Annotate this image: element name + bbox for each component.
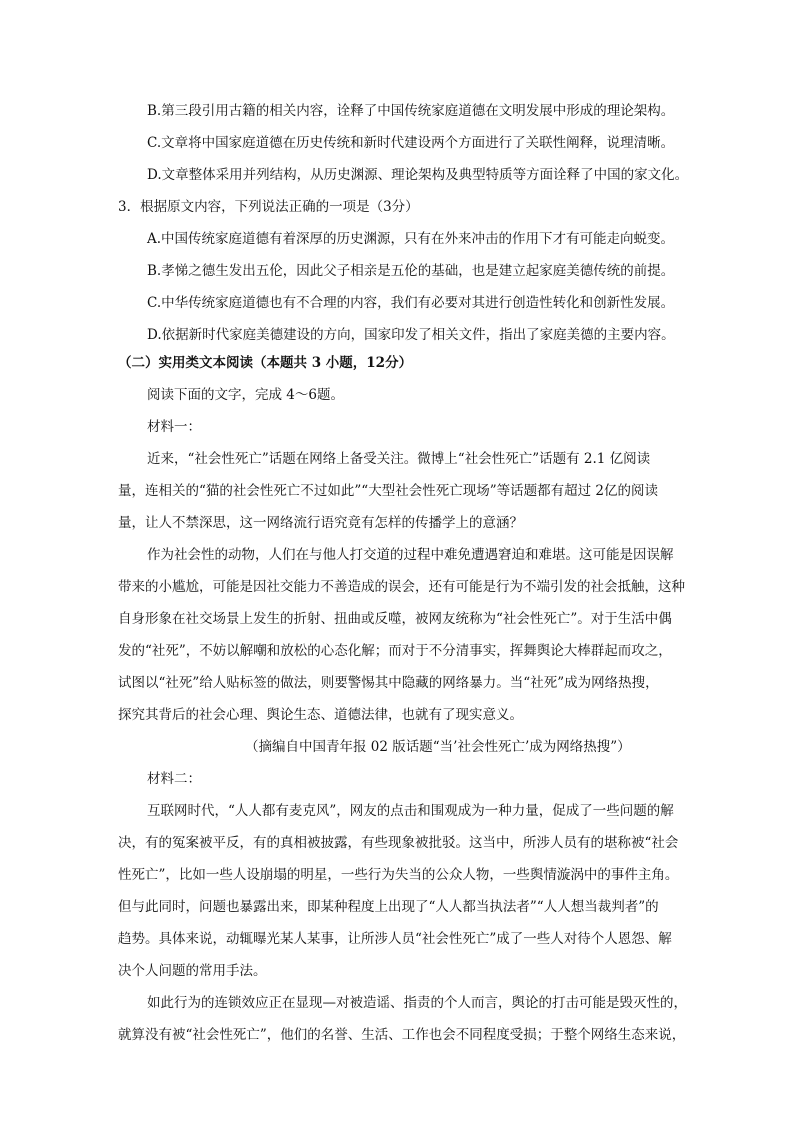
material-2-line: 决，有的冤案被平反，有的真相被披露，有些现象被批驳。这当中，所涉人员有的堪称被“社会 [118,835,679,851]
material-1-line: 探究其背后的社会心理、舆论生态、道德法律，也就有了现实意义。 [118,707,523,723]
q2-option-c: C.文章将中国家庭道德在历史传统和新时代建设两个方面进行了关联性阐释，说理清晰。 [147,135,675,151]
material-1-line: 带来的小尴尬，可能是因社交能力不善造成的误会，还有可能是行为不端引发的社会抵触，这种 [118,579,685,595]
material-2-line: 如此行为的连锁效应正在显现—对被造谣、指责的个人而言，舆论的打击可能是毁灭性的， [147,995,687,1011]
material-1-line: 发的“社死”，不妨以解嘲和放松的心态化解；而对于不分清事实，挥舞舆论大棒群起而攻之， [118,643,672,659]
material-1-source: （摘编自中国青年报 02 版话题“当’社会性死亡’成为网络热搜”） [245,739,631,755]
material-1-line: 试图以“社死”给人贴标签的做法，则要警惕其中隐藏的网络暴力。当“社死”成为网络热搜， [118,675,659,691]
material-2-line: 决个人问题的常用手法。 [118,963,267,979]
material-2-line: 就算没有被“社会性死亡”，他们的名誉、生活、工作也会不同程度受损；于整个网络生态来说， [118,1027,686,1043]
question-3-stem: 3．根据原文内容，下列说法正确的一项是（3分） [118,199,419,215]
material-2-label: 材料二： [147,771,201,787]
material-1-line: 作为社会性的动物，人们在与他人打交道的过程中难免遭遇窘迫和难堪。这可能是因误解 [147,547,674,563]
q3-option-c: C.中华传统家庭道德也有不合理的内容，我们有必要对其进行创造性转化和创新性发展。 [147,295,675,311]
q3-option-a: A.中国传统家庭道德有着深厚的历史渊源，只有在外来冲击的作用下才有可能走向蜕变。 [147,231,675,247]
material-2-line: 但与此同时，问题也暴露出来，即某种程度上出现了“人人都当执法者”“人人想当裁判者”的 [118,899,659,915]
section-2-instruction: 阅读下面的文字，完成 4～6题。 [147,387,344,403]
q3-option-b: B.孝悌之德生发出五伦，因此父子相亲是五伦的基础，也是建立起家庭美德传统的前提。 [147,263,675,279]
material-1-label: 材料一： [147,419,201,435]
q2-option-d: D.文章整体采用并列结构，从历史渊源、理论架构及典型特质等方面诠释了中国的家文化。 [147,167,689,183]
material-1-line: 自身形象在社交场景上发生的折射、扭曲或反噬，被网友统称为“社会性死亡”。对于生活中偶 [118,611,672,627]
material-2-line: 性死亡”，比如一些人设崩塌的明星，一些行为失当的公众人物，一些舆情漩涡中的事件主角。 [118,867,679,883]
material-1-line: 量，连相关的“猫的社会性死亡不过如此”“大型社会性死亡现场”等话题都有超过 2亿的阅读 [118,483,658,499]
material-1-line: 量，让人不禁深思，这一网络流行语究竟有怎样的传播学上的意涵？ [118,515,523,531]
material-2-line: 互联网时代，“人人都有麦克风”，网友的点击和围观成为一种力量，促成了一些问题的解 [147,803,674,819]
q2-option-b: B.第三段引用古籍的相关内容，诠释了中国传统家庭道德在文明发展中形成的理论架构。 [147,103,675,119]
q3-option-d: D.依据新时代家庭美德建设的方向，国家印发了相关文件，指出了家庭美德的主要内容。 [147,327,675,343]
material-2-line: 趋势。具体来说，动辄曝光某人某事，让所涉人员“社会性死亡”成了一些人对待个人恩怨、解 [118,931,672,947]
material-1-line: 近来，“社会性死亡”话题在网络上备受关注。微博上“社会性死亡”话题有 2.1 亿阅读 [147,451,651,467]
section-2-heading: （二）实用类文本阅读（本题共 3 小题，12分） [118,355,413,371]
